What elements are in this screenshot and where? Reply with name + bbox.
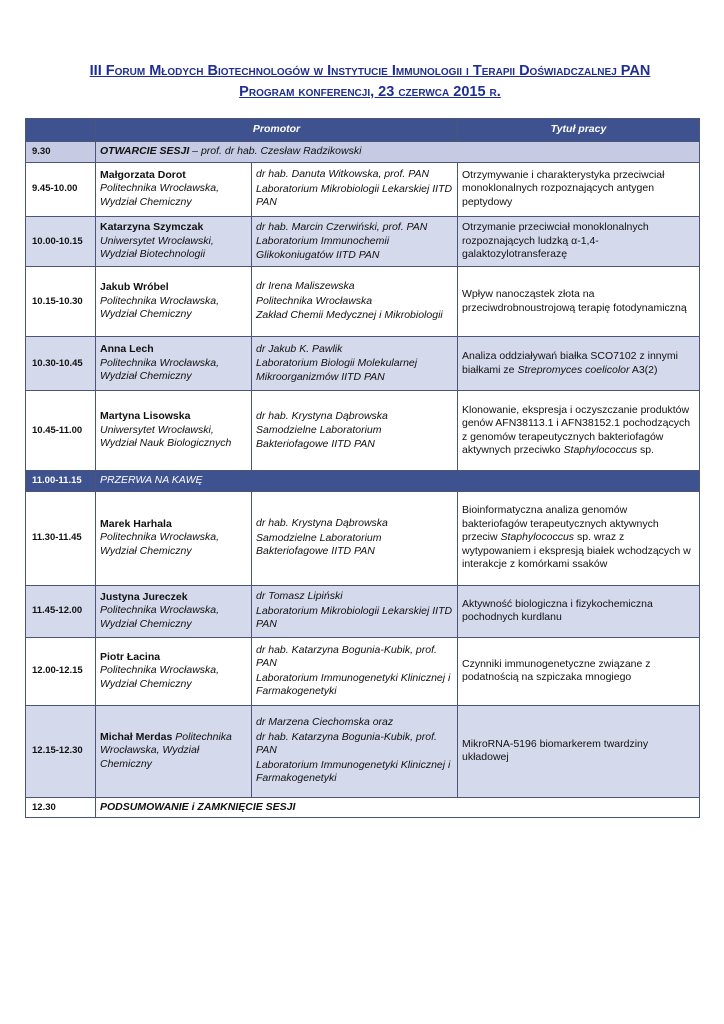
promotor-unit: Zakład Chemii Medycznej i Mikrobiologii <box>256 309 443 322</box>
speaker-affiliation: Politechnika Wrocławska, Wydział Chemiczny <box>100 604 220 630</box>
table-row: 11.30-11.45 Marek Harhala Politechnika Wrocławska, Wydział Chemiczny dr hab. Krystyna Dąbrowska Samodzielne Laboratorium Bakteriofagowe IITD PAN Bioinformatyczna analiza genomów bakteriofagów terapeutycznych aktywnych przeciw Staphylococcus sp. wraz z wytypowaniem i ekspresją białek wchodzących w interakcje z komórkami ssaków <box>26 491 700 585</box>
speaker-affiliation: Politechnika Wrocławska, Wydział Chemiczny <box>100 294 220 321</box>
promotor-unit: Samodzielne Laboratorium Bakteriofagowe IITD PAN <box>256 424 382 450</box>
promotor-unit: Laboratorium Immunochemii Glikokoniugatów IITD PAN <box>256 235 390 261</box>
promotor-name: dr hab. Katarzyna Bogunia-Kubik, prof. PAN <box>256 730 437 757</box>
promotor-name: dr hab. Krystyna Dąbrowska <box>256 409 388 422</box>
talk-title: Otrzymywanie i charakterystyka przeciwciał monoklonalnych rozpoznających antygen peptydowy <box>458 162 700 216</box>
program-table <box>25 118 700 818</box>
promotor-unit: Laboratorium Immunogenetyki Klinicznej i Farmakogenetyki <box>256 671 451 697</box>
promotor-name: dr hab. Krystyna Dąbrowska <box>256 517 388 530</box>
promotor-name: dr Tomasz Lipiński <box>256 590 343 603</box>
speaker-name: Małgorzata Dorot <box>100 168 186 181</box>
promotor-name: dr Irena Maliszewska <box>256 280 355 293</box>
closing-time: 12.30 <box>26 797 96 818</box>
promotor-name: dr hab. Danuta Witkowska, prof. PAN <box>256 168 430 181</box>
speaker-name: Michał Merdas <box>100 730 173 743</box>
promotor-unit: Samodzielne Laboratorium Bakteriofagowe IITD PAN <box>256 531 382 558</box>
table-header-row <box>26 119 700 142</box>
talk-title: Otrzymanie przeciwciał monoklonalnych rozpoznających ludzką α-1,4-galaktozylotransferazę <box>458 216 700 267</box>
promotor-name: dr hab. Katarzyna Bogunia-Kubik, prof. PAN <box>256 643 437 669</box>
speaker-affiliation: Politechnika Wrocławska, Wydział Chemiczny <box>100 664 220 690</box>
conference-title: III Forum Młodych Biotechnologów w Instytucie Immunologii i Terapii Doświadczalnej PAN <box>89 63 651 79</box>
title-header: Tytuł pracy <box>458 119 700 142</box>
opening-row <box>26 142 700 163</box>
closing-row <box>26 797 700 818</box>
speaker-name: Katarzyna Szymczak <box>100 221 204 233</box>
talk-title: Aktywność biologiczna i fizykochemiczna pochodnych kurdlanu <box>458 585 700 637</box>
promotor-unit: Laboratorium Mikrobiologii Lekarskiej IITD PAN <box>256 182 453 209</box>
speaker-name: Piotr Łacina <box>100 650 161 663</box>
speaker-name: Marek Harhala <box>100 517 172 530</box>
speaker-affiliation: Politechnika Wrocławska, Wydział Chemiczny <box>100 531 220 557</box>
talk-title: Klonowanie, ekspresja i oczyszczanie produktów genów AFN38113.1 i AFN38152.1 pochodzących z genomów terapeutycznych bakteriofagów aktywnych przeciwko Staphylococcus sp. <box>458 391 700 471</box>
speaker-name: Justyna Jureczek <box>100 590 188 603</box>
talk-title: Bioinformatyczna analiza genomów bakteriofagów terapeutycznych aktywnych przeciw Staphylococcus sp. wraz z wytypowaniem i ekspresją białek wchodzących w interakcje z komórkami ssaków <box>458 491 700 585</box>
promotor-name-first: dr Marzena Ciechomska oraz <box>256 716 394 729</box>
speaker-affiliation: Uniwersytet Wrocławski, Wydział Nauk Biologicznych <box>100 423 232 450</box>
break-row <box>26 471 700 492</box>
promotor-unit: Laboratorium Mikrobiologii Lekarskiej IITD PAN <box>256 604 453 631</box>
table-row: 10.45-11.00 Martyna Lisowska Uniwersytet Wrocławski, Wydział Nauk Biologicznych dr hab. Krystyna Dąbrowska Samodzielne Laboratorium Bakteriofagowe IITD PAN Klonowanie, ekspresja i oczyszczanie produktów genów AFN38113.1 i AFN38152.1 pochodzących z genomów terapeutycznych bakteriofagów aktywnych przeciwko Staphylococcus sp. <box>26 391 700 471</box>
speaker-name: Anna Lech <box>100 343 154 356</box>
opening-label: OTWARCIE SESJI <box>100 145 190 157</box>
speaker-name: Martyna Lisowska <box>100 410 191 423</box>
talk-title: Czynniki immunogenetyczne związane z podatnością na szpiczaka mnogiego <box>458 637 700 705</box>
opening-time: 9.30 <box>26 142 96 163</box>
table-row: 9.45-10.00 Małgorzata Dorot Politechnika Wrocławska, Wydział Chemiczny dr hab. Danuta Witkowska, prof. PAN Laboratorium Mikrobiologii Lekarskiej IITD PAN Otrzymywanie i charakterystyka przeciwciał monoklonalnych rozpoznających antygen peptydowy <box>26 162 700 216</box>
program-subtitle: Program konferencji, 23 czerwca 2015 r. <box>239 84 501 100</box>
promotor-institution: Politechnika Wrocławska <box>256 294 373 307</box>
promotor-unit: Laboratorium Biologii Molekularnej Mikroorganizmów IITD PAN <box>256 357 418 383</box>
table-row: 12.00-12.15 Piotr Łacina Politechnika Wrocławska, Wydział Chemiczny dr hab. Katarzyna Bogunia-Kubik, prof. PAN Laboratorium Immunogenetyki Klinicznej i Farmakogenetyki Czynniki immunogenetyczne związane z podatnością na szpiczaka mnogiego <box>26 637 700 705</box>
talk-title: Wpływ nanocząstek złota na przeciwdrobnoustrojową terapię fotodynamiczną <box>458 267 700 337</box>
speaker-affiliation: Politechnika Wrocławska, Wydział Chemiczny <box>100 182 220 208</box>
speaker-affiliation: Politechnika Wrocławska, Wydział Chemiczny <box>100 356 220 383</box>
opening-chair: – prof. dr hab. Czesław Radzikowski <box>189 145 362 157</box>
promotor-name: dr hab. Marcin Czerwiński, prof. PAN <box>256 220 428 233</box>
promotor-unit: Laboratorium Immunogenetyki Klinicznej i Farmakogenetyki <box>256 758 451 785</box>
closing-label: PODSUMOWANIE i ZAMKNIĘCIE SESJI <box>96 797 700 818</box>
speaker-affiliation: Uniwersytet Wrocławski, Wydział Biotechnologii <box>100 234 214 260</box>
table-row: 12.15-12.30 Michał Merdas Politechnika Wrocławska, Wydział Chemiczny dr Marzena Ciechomska oraz dr hab. Katarzyna Bogunia-Kubik, prof. PAN Laboratorium Immunogenetyki Klinicznej i Farmakogenetyki MikroRNA-5196 biomarkerem twardziny układowej <box>26 705 700 797</box>
speaker-name: Jakub Wróbel <box>100 281 169 294</box>
break-label: PRZERWA NA KAWĘ <box>96 471 700 492</box>
table-row: 11.45-12.00 Justyna Jureczek Politechnika Wrocławska, Wydział Chemiczny dr Tomasz Lipiński Laboratorium Mikrobiologii Lekarskiej IITD PAN Aktywność biologiczna i fizykochemiczna pochodnych kurdlanu <box>26 585 700 637</box>
table-row: 10.00-10.15 Katarzyna Szymczak Uniwersytet Wrocławski, Wydział Biotechnologii dr hab. Marcin Czerwiński, prof. PAN Laboratorium Immunochemii Glikokoniugatów IITD PAN Otrzymanie przeciwciał monoklonalnych rozpoznających ludzką α-1,4-galaktozylotransferazę <box>26 216 700 267</box>
promotor-name: dr Jakub K. Pawlik <box>256 342 343 355</box>
table-row: 10.30-10.45 Anna Lech Politechnika Wrocławska, Wydział Chemiczny dr Jakub K. Pawlik Laboratorium Biologii Molekularnej Mikroorganizmów IITD PAN Analiza oddziaływań białka SCO7102 z innymi białkami ze Strepromyces coelicolor A3(2) <box>26 337 700 391</box>
talk-title: Analiza oddziaływań białka SCO7102 z innymi białkami ze Strepromyces coelicolor A3(2) <box>458 337 700 391</box>
promotor-header: Promotor <box>96 119 458 142</box>
speaker-affiliation: Politechnika Wrocławska, Wydział Chemiczny <box>100 730 232 770</box>
talk-title: MikroRNA-5196 biomarkerem twardziny układowej <box>458 705 700 797</box>
table-row: 10.15-10.30 Jakub Wróbel Politechnika Wrocławska, Wydział Chemiczny dr Irena Maliszewska Politechnika Wrocławska Zakład Chemii Medycznej i Mikrobiologii Wpływ nanocząstek złota na przeciwdrobnoustrojową terapię fotodynamiczną <box>26 267 700 337</box>
break-time: 11.00-11.15 <box>26 471 96 492</box>
